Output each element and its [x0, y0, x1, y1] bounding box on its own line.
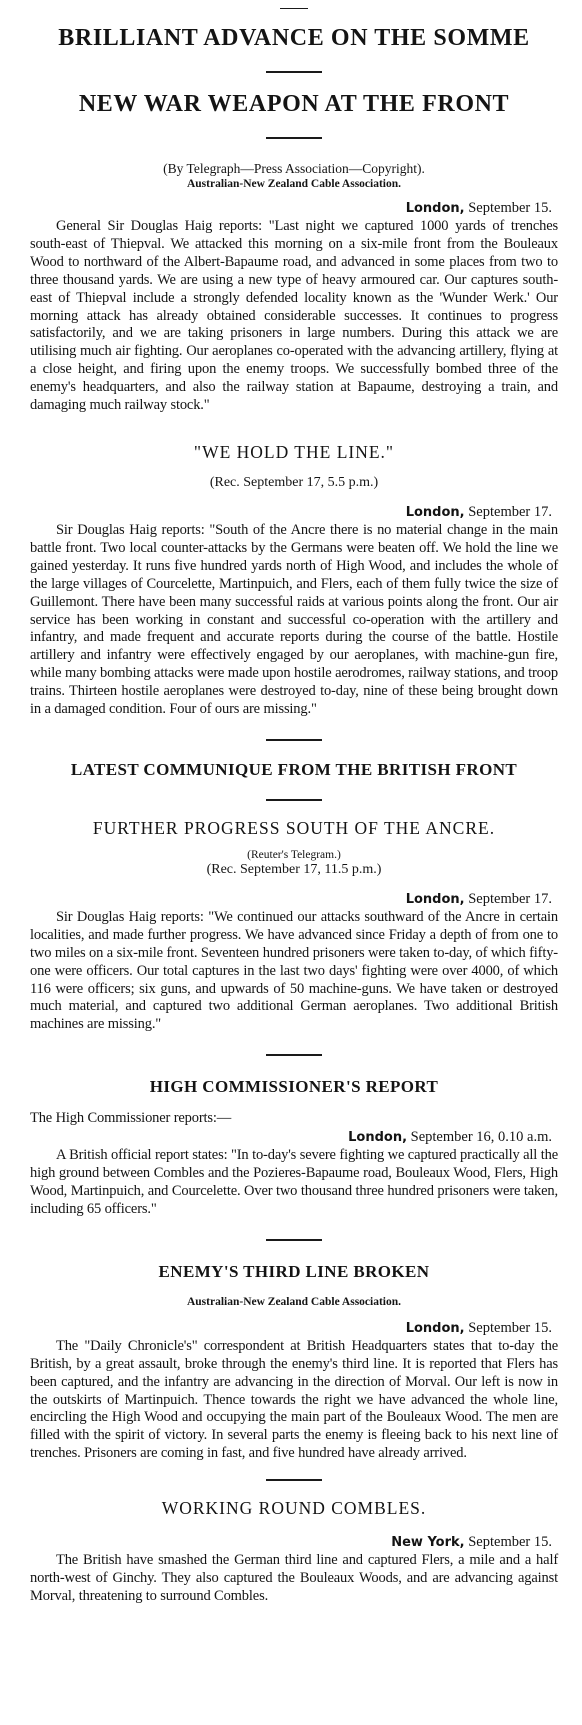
section-heading: "WE HOLD THE LINE."	[193, 441, 395, 462]
article-body: Sir Douglas Haig reports: "We continued our attacks southward of the Ancre in certain localities, and made further progress. We have advanced since Friday a depth of from one to two miles on a six-mile front. Seventeen hundred prisoners were taken to-day, of which fifty-one were officers. Our total captures in the last two days' fighting were over 4000, of which 116 were officers; six guns, and upwards of 50 machine-guns. We have taken or destroyed much material, and captured two additional German aeroplanes. Two additional British machines are missing."	[30, 908, 558, 1033]
divider-rule	[266, 799, 322, 801]
dateline	[30, 1319, 558, 1338]
dateline	[30, 890, 558, 909]
dateline	[30, 199, 558, 218]
divider-rule	[266, 1054, 322, 1056]
divider-rule	[266, 1239, 322, 1241]
divider-rule	[266, 739, 322, 741]
article-body: A British official report states: "In to-day's severe fighting we captured practically all the high ground between Combles and the Pozieres-Bapaume road, Bouleaux Wood, Flers, High Wood, Martinpuich, and Courcelette. Over two thousand three hundred prisoners were taken, including 65 officers."	[30, 1147, 558, 1217]
received-line: (Rec. September 17, 5.5 p.m.)	[209, 474, 379, 490]
dateline-city: London,	[405, 504, 465, 520]
article-body: Sir Douglas Haig reports: "South of the Ancre there is no material change in the main battle front. Two local counter-attacks by the Germans were beaten off. We hold the line we gained yesterday. It runs five hundred yards north of High Wood, and includes the whole of the large villages of Courcelette, Martinpuich, and Flers, each of them fully twice the size of Guillemont. There have been many successful raids at various points along the front. Our air service has been working in constant and successful co-operation with the artillery and infantry, and made frequent and accurate reports during the course of the battle. Hostile artillery and infantry were effectively engaged by our aeroplanes, with machine-gun fire, while many bombing attacks were made upon hostile aerodromes, railway stations, and troop trains. Thirteen hostile aeroplanes were destroyed to-day, nine of these being brought down in a damaged condition. Four of ours are missing."	[30, 521, 558, 718]
dateline-date: September 15.	[468, 1319, 552, 1336]
article-section	[30, 1497, 558, 1606]
dateline-date: September 15.	[468, 200, 552, 216]
article-body: The "Daily Chronicle's" correspondent at British Headquarters states that to-day the British, by a great assault, broke through the enemy's third line. It is reported that Flers has been captured, and the infantry are advancing in the direction of Morval. Our left is now in the outskirts of Martinpuich. Thence towards the right we have advanced the whole line, encircling the High Wood and occupying the main part of the Bouleaux Wood. The men are filled with the spirit of victory. In several parts the enemy is fleeing back to his next line of trenches. Prisoners are coming in fast, and five hundred have already arrived.	[30, 1337, 558, 1462]
article-section	[30, 199, 558, 415]
received-line: (Rec. September 17, 11.5 p.m.)	[206, 861, 382, 877]
dateline-city: London,	[405, 891, 465, 907]
section-heading: WORKING ROUND COMBLES.	[161, 1498, 427, 1519]
dateline	[30, 1128, 558, 1147]
section-heading: LATEST COMMUNIQUE FROM THE BRITISH FRONT	[70, 759, 518, 779]
dateline-city: New York,	[391, 1535, 465, 1551]
credit-line: (By Telegraph—Press Association—Copyright).	[163, 161, 425, 176]
article-section	[30, 1076, 558, 1219]
dateline	[30, 1533, 558, 1552]
article-body: General Sir Douglas Haig reports: "Last night we captured 1000 yards of trenches south-east of Thiepval. We attacked this morning on a six-mile front from the Bouleaux Wood to northward of the Albert-Bapaume road, and advanced in some places from two to three thousand yards. We are using a new type of heavy armoured car. Our captures south-east of Thiepval include a strongly defended locality known as the 'Wunder Werk.' Our morning attack has already obtained considerable successes. It continues to progress satisfactorily, and we are taking prisoners in large numbers. During this attack we are utilising much air fighting. Our aeroplanes co-operated with the advancing artillery, flying at a close height, and firing upon the enemy troops. We successfully bombed three of the enemy's headquarters, and also the railway station at Bapaume, destroying a train, and damaging much railway stock."	[30, 218, 558, 414]
intro-line: The High Commissioner reports:—	[30, 1110, 232, 1127]
dateline-date: September 16, 0.10 a.m.	[410, 1129, 552, 1146]
divider-rule	[266, 1479, 322, 1481]
article-section	[30, 759, 558, 1034]
section-heading: HIGH COMMISSIONER'S REPORT	[149, 1077, 439, 1097]
dateline-date: September 17.	[468, 890, 552, 907]
dateline-city: London,	[405, 1320, 465, 1336]
dateline-date: September 17.	[468, 503, 552, 520]
dateline-city: London,	[348, 1130, 408, 1146]
source-line: (Reuter's Telegram.)	[247, 848, 341, 861]
source-line: Australian-New Zealand Cable Association.	[186, 1295, 402, 1308]
top-rule	[280, 8, 308, 9]
article-section	[30, 1261, 558, 1463]
divider-rule	[266, 137, 322, 139]
divider-rule	[266, 71, 322, 73]
article-section	[30, 441, 558, 719]
article-body: The British have smashed the German third line and captured Flers, a mile and a half north-west of Ginchy. They also captured the Bouleaux Woods, and are advancing against Morval, threatening to surround Combles.	[30, 1552, 558, 1604]
dateline	[30, 503, 558, 522]
credit-agency: Australian-New Zealand Cable Association.	[186, 178, 402, 190]
dateline-date: September 15.	[468, 1534, 552, 1551]
section-heading: ENEMY'S THIRD LINE BROKEN	[158, 1261, 430, 1281]
section-subheading: FURTHER PROGRESS SOUTH OF THE ANCRE.	[92, 817, 496, 838]
main-headline: BRILLIANT ADVANCE ON THE SOMME	[58, 25, 530, 51]
dateline-city: London,	[405, 201, 465, 216]
sub-headline: NEW WAR WEAPON AT THE FRONT	[78, 91, 510, 117]
